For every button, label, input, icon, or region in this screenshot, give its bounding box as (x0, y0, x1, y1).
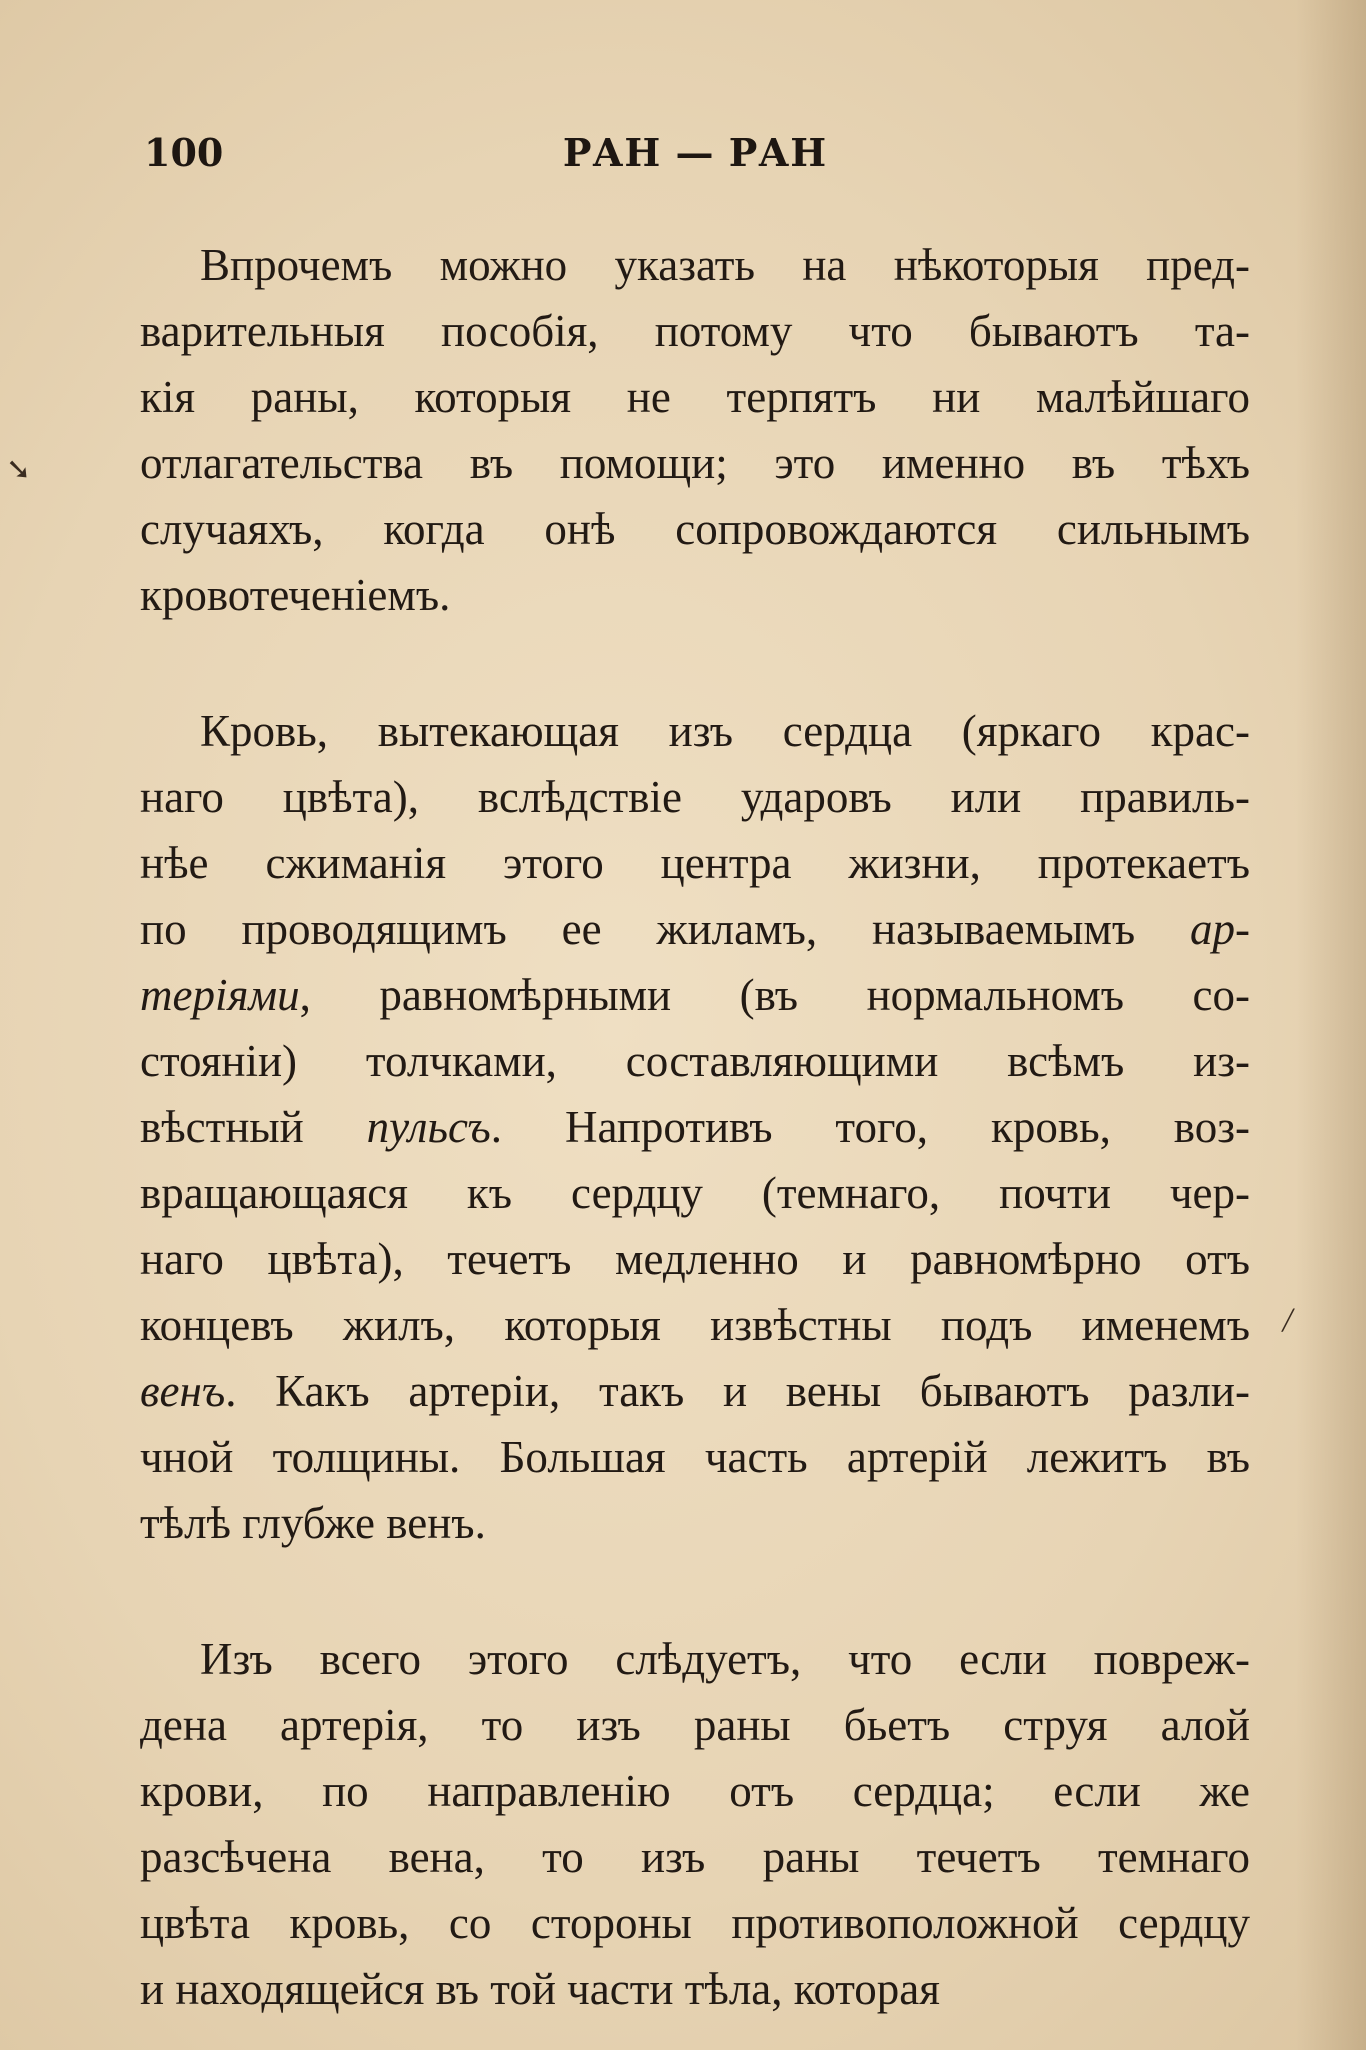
text-line (140, 896, 1250, 962)
text-segment: концевъ жилъ, которыя извѣстны подъ именемъ (140, 1300, 1250, 1350)
italic-term: венъ (140, 1366, 226, 1416)
text-segment: наго цвѣта), течетъ медленно и равномѣрно отъ (140, 1234, 1250, 1284)
text-segment: варительныя пособія, потому что бываютъ та- (140, 306, 1250, 356)
text-line (140, 232, 1250, 298)
text-line (140, 1490, 1250, 1556)
text-segment: стояніи) толчками, составляющими всѣмъ из- (140, 1036, 1250, 1086)
margin-tick-icon: ╱ (1282, 1308, 1295, 1332)
text-segment: , равномѣрными (въ нормальномъ со- (299, 970, 1250, 1020)
text-segment: кровотеченіемъ. (140, 570, 451, 620)
text-line (140, 430, 1250, 496)
body-text (140, 232, 1250, 2022)
paragraph (140, 1626, 1250, 2022)
margin-arrow-icon: ➘ (6, 452, 32, 487)
text-line (140, 496, 1250, 562)
page-edge-shadow (1296, 0, 1366, 2050)
text-line (140, 830, 1250, 896)
text-segment: Впрочемъ можно указать на нѣкоторыя пред- (200, 240, 1250, 290)
text-segment: крови, по направленію отъ сердца; если же (140, 1766, 1250, 1816)
italic-term: пульсъ (366, 1102, 491, 1152)
text-line (140, 1424, 1250, 1490)
text-line (140, 1692, 1250, 1758)
text-line (140, 1956, 1250, 2022)
text-segment: разсѣчена вена, то изъ раны течетъ темнаго (140, 1832, 1250, 1882)
text-segment: Кровь, вытекающая изъ сердца (яркаго крас- (200, 706, 1250, 756)
text-line (140, 1890, 1250, 1956)
text-line (140, 1160, 1250, 1226)
text-segment: по проводящимъ ее жиламъ, называемымъ (140, 904, 1190, 954)
text-segment: . Напротивъ того, кровь, воз- (490, 1102, 1250, 1152)
text-segment: Изъ всего этого слѣдуетъ, что если повреж- (200, 1634, 1250, 1684)
text-segment: случаяхъ, когда онѣ сопровождаются сильнымъ (140, 504, 1250, 554)
italic-term: теріями (140, 970, 300, 1020)
running-head: РАН — РАН (562, 130, 828, 175)
text-line (140, 698, 1250, 764)
text-segment: цвѣта кровь, со стороны противоположной сердцу (140, 1898, 1250, 1948)
text-line (140, 1028, 1250, 1094)
text-line (140, 1824, 1250, 1890)
text-line (140, 764, 1250, 830)
italic-term: ар- (1190, 904, 1250, 954)
paragraph-gap (140, 628, 1250, 698)
text-line (140, 1626, 1250, 1692)
paragraph (140, 232, 1250, 628)
text-segment: вѣстный (140, 1102, 367, 1152)
text-line (140, 1758, 1250, 1824)
text-segment: . Какъ артеріи, такъ и вены бываютъ разли- (225, 1366, 1250, 1416)
text-segment: тѣлѣ глубже венъ. (140, 1498, 486, 1548)
text-segment: кія раны, которыя не терпятъ ни малѣйшаго (140, 372, 1250, 422)
text-segment: и находящейся въ той части тѣла, которая (140, 1964, 940, 2014)
text-segment: дена артерія, то изъ раны бьетъ струя алой (140, 1700, 1250, 1750)
paragraph (140, 698, 1250, 1556)
text-line (140, 1094, 1250, 1160)
paragraph-gap (140, 1556, 1250, 1626)
text-segment: вращающаяся къ сердцу (темнаго, почти чер- (140, 1168, 1250, 1218)
text-line (140, 1358, 1250, 1424)
text-segment: чной толщины. Большая часть артерій лежитъ въ (140, 1432, 1250, 1482)
text-segment: нѣе сжиманія этого центра жизни, протекаетъ (140, 838, 1250, 888)
text-line (140, 364, 1250, 430)
text-segment: отлагательства въ помощи; это именно въ тѣхъ (140, 438, 1250, 488)
text-segment: наго цвѣта), вслѣдствіе ударовъ или правиль- (140, 772, 1250, 822)
text-line (140, 1226, 1250, 1292)
page-header (140, 130, 1250, 190)
text-line (140, 1292, 1250, 1358)
text-line (140, 962, 1250, 1028)
text-line (140, 562, 1250, 628)
text-line (140, 298, 1250, 364)
page-number: 100 (144, 130, 224, 175)
